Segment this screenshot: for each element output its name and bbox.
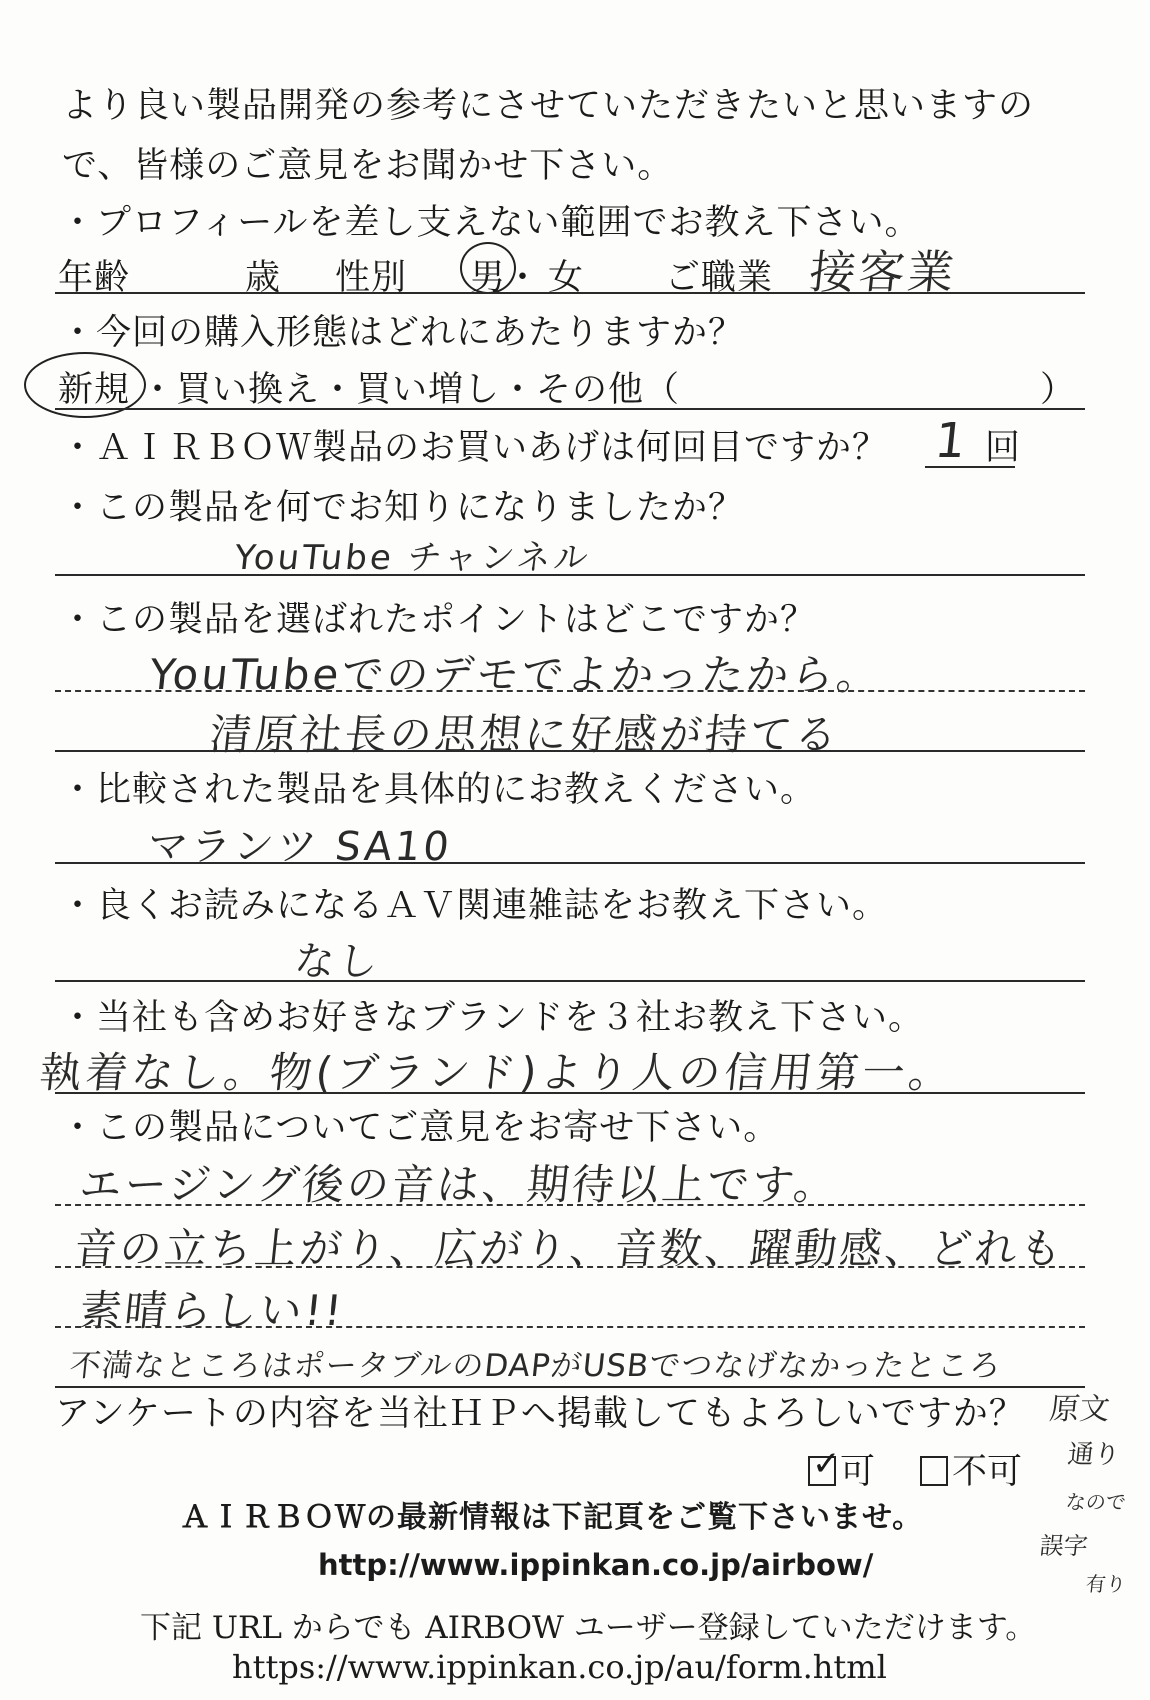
how-known-rule <box>55 574 1085 576</box>
publish-note-4: 誤字 <box>1038 1532 1090 1560</box>
occupation-answer: 接客業 <box>806 245 960 299</box>
gender-female: 女 <box>548 258 585 298</box>
purchase-type-rule <box>55 408 1085 410</box>
opinion-answer-4: 不満なところはポータブルのDAPがUSBでつなげなかったところ <box>67 1348 1004 1384</box>
purchase-count-underline <box>925 466 1015 468</box>
purchase-count-unit: 回 <box>985 428 1022 468</box>
publish-note-2: 通り <box>1066 1440 1122 1470</box>
publish-note-1: 原文 <box>1047 1392 1112 1427</box>
footer-news: ＡＩＲＢＯＷの最新情報は下記頁をご覧下さいませ。 <box>180 1500 924 1535</box>
brands-rule <box>55 1092 1085 1094</box>
opinion-answer-2: 音の立ち上がり、広がり、音数、躍動感、どれも <box>72 1224 1068 1273</box>
reason-rule-2 <box>55 750 1085 752</box>
reason-rule-1 <box>55 690 1085 692</box>
purchase-type-question: ・今回の購入形態はどれにあたりますか？ <box>60 313 745 353</box>
publish-yes-label: 可 <box>840 1452 876 1492</box>
gender-label: 性別 <box>335 258 408 298</box>
reason-question: ・この製品を選ばれたポイントはどこですか？ <box>60 600 817 640</box>
publish-note-3: なので <box>1064 1490 1128 1514</box>
footer-url-1[interactable]: http://www.ippinkan.co.jp/airbow/ <box>318 1548 874 1582</box>
opinion-rule-1 <box>55 1204 1085 1206</box>
publish-note-5: 有り <box>1084 1572 1128 1596</box>
publish-no-option[interactable] <box>920 1444 1022 1494</box>
footer-url-2[interactable]: https://www.ippinkan.co.jp/au/form.html <box>232 1648 887 1686</box>
reason-answer-2: 清原社長の思想に好感が持てる <box>207 710 843 759</box>
purchase-count-answer: 1 <box>932 413 972 469</box>
compared-question: ・比較された製品を具体的にお教えください。 <box>60 770 817 810</box>
purchase-close-paren: ） <box>1040 370 1077 410</box>
magazines-question: ・良くお読みになるＡＶ関連雑誌をお教え下さい。 <box>60 886 889 926</box>
opinion-rule-2 <box>55 1266 1085 1268</box>
profile-rule <box>55 292 1085 294</box>
age-unit: 歳 <box>245 258 282 298</box>
magazines-answer: なし <box>292 939 384 985</box>
publish-question: アンケートの内容を当社ＨＰへ掲載してもよろしいですか？ <box>55 1394 1025 1434</box>
opinion-answer-3: 素晴らしい!! <box>77 1286 347 1335</box>
compared-rule <box>55 862 1085 864</box>
gender-male: 男 <box>470 258 507 298</box>
opinion-rule-3 <box>55 1326 1085 1328</box>
purchase-opt-rest: ・買い換え・買い増し・その他（ <box>140 370 681 410</box>
publish-no-checkbox[interactable] <box>920 1456 948 1486</box>
check-icon: ✓ <box>812 1444 841 1484</box>
occupation-label: ご職業 <box>665 258 774 298</box>
opinion-answer-1: エージング後の音は、期待以上です。 <box>77 1160 842 1209</box>
brands-answer: 執着なし。物(ブランド)より人の信用第一。 <box>37 1048 958 1097</box>
publish-no-label: 不可 <box>952 1452 1023 1492</box>
brands-question: ・当社も含めお好きなブランドを３社お教え下さい。 <box>60 998 925 1038</box>
age-label: 年齢 <box>58 258 131 298</box>
how-known-answer: YouTube チャンネル <box>232 538 593 578</box>
purchase-count-question: ・ＡＩＲＢＯＷ製品のお買いあげは何回目ですか？ <box>60 428 889 468</box>
publish-yes-option[interactable] <box>808 1444 875 1494</box>
gender-separator: ・ <box>505 258 542 298</box>
intro-line-2: で、皆様のご意見をお聞かせ下さい。 <box>62 146 674 186</box>
publish-yes-checkbox[interactable] <box>808 1444 841 1486</box>
reason-answer-1: YouTubeでのデモでよかったから。 <box>147 650 885 699</box>
purchase-opt-new: 新規 <box>58 370 131 410</box>
intro-line-1: より良い製品開発の参考にさせていただきたいと思いますの <box>62 86 1035 126</box>
footer-register: 下記 URL からでも AIRBOW ユーザー登録していただけます。 <box>140 1610 1037 1646</box>
how-known-question: ・この製品を何でお知りになりましたか？ <box>60 488 745 528</box>
opinion-question: ・この製品についてご意見をお寄せ下さい。 <box>60 1108 780 1148</box>
magazines-rule <box>55 980 1085 982</box>
profile-question: ・プロフィールを差し支えない範囲でお教え下さい。 <box>60 203 921 243</box>
compared-answer: マランツ SA10 <box>145 824 455 870</box>
